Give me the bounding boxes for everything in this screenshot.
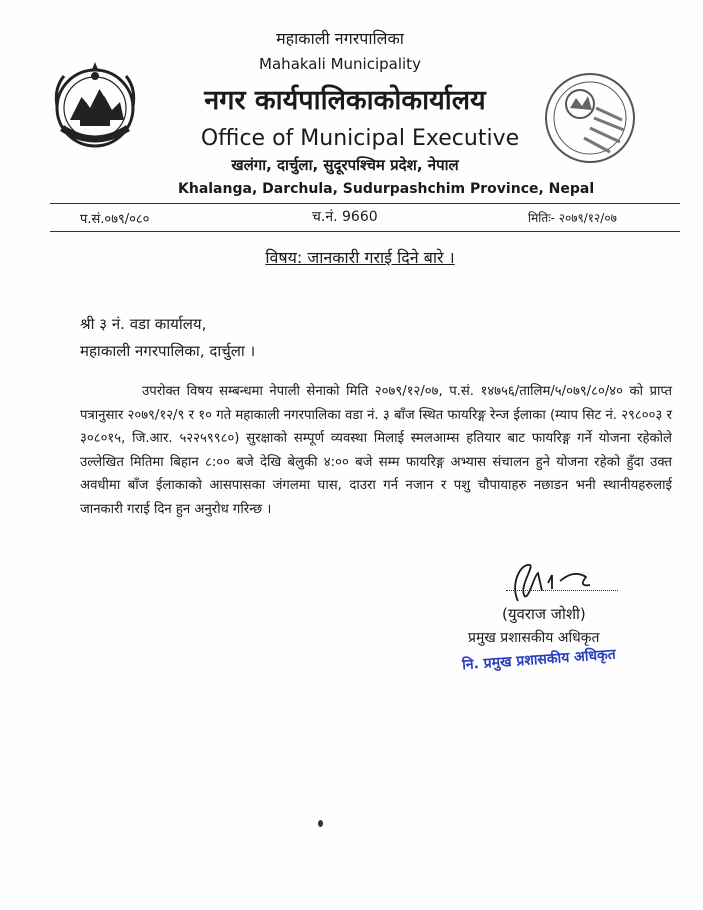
signatory-name: (युवराज जोशी)	[502, 605, 586, 623]
ref-pa-sa: प.सं.०७९/०८०	[80, 212, 150, 227]
address-np: खलंगा, दार्चुला, सुदूरपश्चिम प्रदेश, नेपाल	[231, 156, 459, 174]
addressee-line-2: महाकाली नगरपालिका, दार्चुला ।	[80, 342, 256, 360]
office-title-np: नगर कार्यपालिकाकोकार्यालय	[204, 85, 486, 116]
address-en: Khalanga, Darchula, Sudurpashchim Province, Nepal	[178, 181, 595, 197]
subject-line: विषय: जानकारी गराई दिने बारे ।	[265, 248, 455, 267]
ref-date: मितिः- २०७९/१२/०७	[528, 211, 617, 225]
officer-stamp: नि. प्रमुख प्रशासकीय अधिकृत	[461, 646, 617, 674]
header-rule-bottom	[50, 231, 680, 232]
signatory-title: प्रमुख प्रशासकीय अधिकृत	[468, 630, 600, 646]
letter-body: उपरोक्त विषय सम्बन्धमा नेपाली सेनाको मिति २०७९/१२/०७, प.सं. १४७५६/तालिम/५/०७९/८०/४० को प्राप्त पत्रानुसार २०७९/१२/९ र १० गते महाकाली नगरपालिका वडा नं. ३ बाँज स्थित फायरिङ्ग रेन्ज ईलाका (म्याप सिट नं. २९८००३ र ३०८०१५, जि.आर. ५२२५९९८०) सुरक्षाको सम्पूर्ण व्यवस्था मिलाई स्मलआम्स हतियार बाट फायरिङ्ग गर्ने योजना रहेकोले उल्लेखित मितिमा बिहान ८:०० बजे देखि बेलुकी ४:०० बजे सम्म फायरिङ्ग अभ्यास संचालन हुने योजना रहेको हुँदा उक्त अवधीमा बाँज ईलाकाको आसपासका जंगलमा घास, दाउरा गर्न नजान र पशु चौपायाहरु नछाडन भनी स्थानीयहरुलाई जानकारी गराई दिन हुन अनुरोध गरिन्छ ।	[80, 384, 672, 517]
signature-icon	[490, 555, 630, 605]
ref-cha-na: च.नं. 9660	[312, 209, 378, 225]
addressee-line-1: श्री ३ नं. वडा कार्यालय,	[80, 315, 207, 333]
office-seal-icon	[540, 68, 640, 168]
header-rule-top	[50, 203, 680, 204]
municipality-name-np: महाकाली नगरपालिका	[276, 29, 404, 48]
nepal-emblem-icon	[52, 58, 138, 154]
signature-line	[506, 590, 618, 591]
scan-speck	[318, 820, 323, 827]
office-title-en: Office of Municipal Executive	[200, 126, 520, 151]
municipality-name-en: Mahakali Municipality	[259, 55, 421, 73]
